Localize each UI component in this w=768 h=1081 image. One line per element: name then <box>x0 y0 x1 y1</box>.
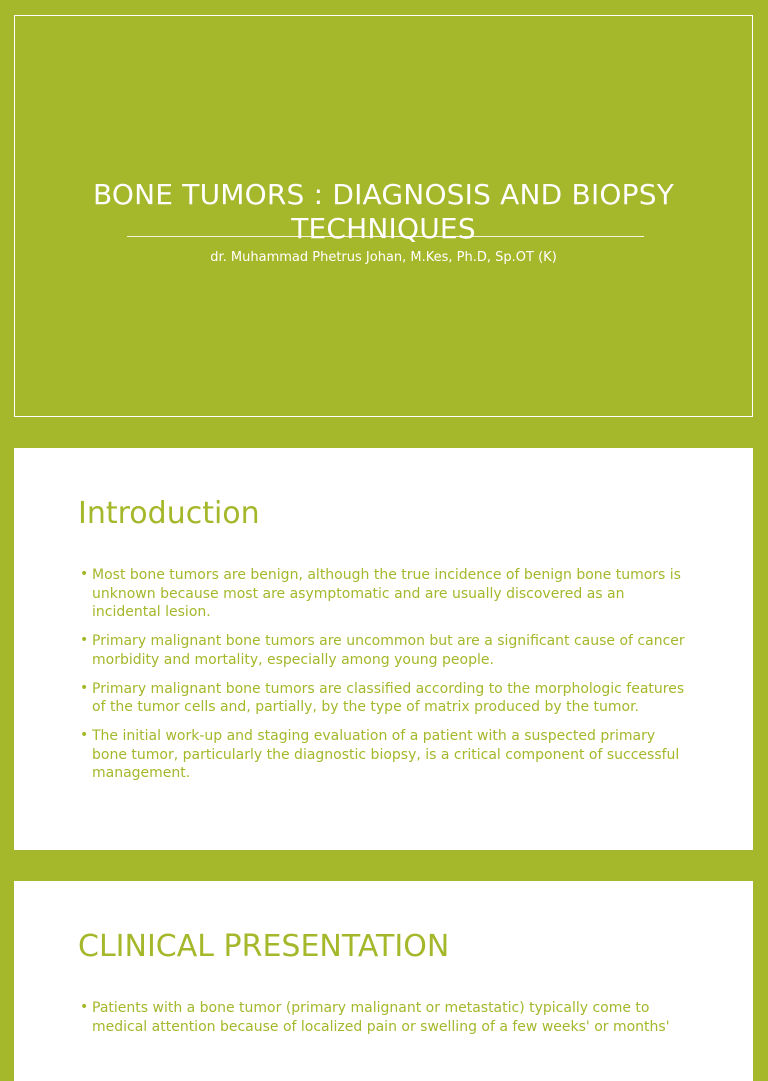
title-divider <box>127 236 644 237</box>
bullet-icon: • <box>80 999 89 1015</box>
bullet-item <box>78 680 690 717</box>
bullet-item <box>78 727 690 783</box>
presentation-author: dr. Muhammad Phetrus Johan, M.Kes, Ph.D, Sp.OT (K) <box>210 250 557 265</box>
bullet-icon: • <box>80 566 89 582</box>
bullet-text: Patients with a bone tumor (primary malignant or metastatic) typically come to medical attention because of localized pain or swelling of a few weeks' or months' <box>92 1000 670 1035</box>
bullet-text: Most bone tumors are benign, although the true incidence of benign bone tumors is unknown because most are asymptomatic and are usually discovered as an incidental lesion. <box>92 567 681 620</box>
title-slide <box>14 15 753 417</box>
bullet-text: The initial work-up and staging evaluation of a patient with a suspected primary bone tumor, particularly the diagnostic biopsy, is a critical component of successful management. <box>92 728 680 781</box>
slide-heading-introduction: Introduction <box>78 496 260 531</box>
introduction-bullet-list <box>78 566 690 793</box>
bullet-icon: • <box>80 679 89 696</box>
bullet-item <box>78 566 690 622</box>
bullet-icon: • <box>80 632 89 648</box>
clinical-presentation-slide <box>14 881 753 1081</box>
bullet-icon: • <box>80 727 89 743</box>
clinical-bullet-list <box>78 999 690 1047</box>
presentation-title: BONE TUMORS : DIAGNOSIS AND BIOPSY TECHNIQUES <box>92 178 675 245</box>
bullet-item <box>78 999 690 1036</box>
slide-heading-clinical-presentation: CLINICAL PRESENTATION <box>78 929 450 964</box>
bullet-item <box>78 632 690 669</box>
bullet-text: Primary malignant bone tumors are uncommon but are a significant cause of cancer morbidity and mortality, especially among young people. <box>92 633 685 668</box>
introduction-slide <box>14 448 753 850</box>
bullet-text: Primary malignant bone tumors are classified according to the morphologic features of the tumor cells and, partially, by the type of matrix produced by the tumor. <box>92 680 685 715</box>
